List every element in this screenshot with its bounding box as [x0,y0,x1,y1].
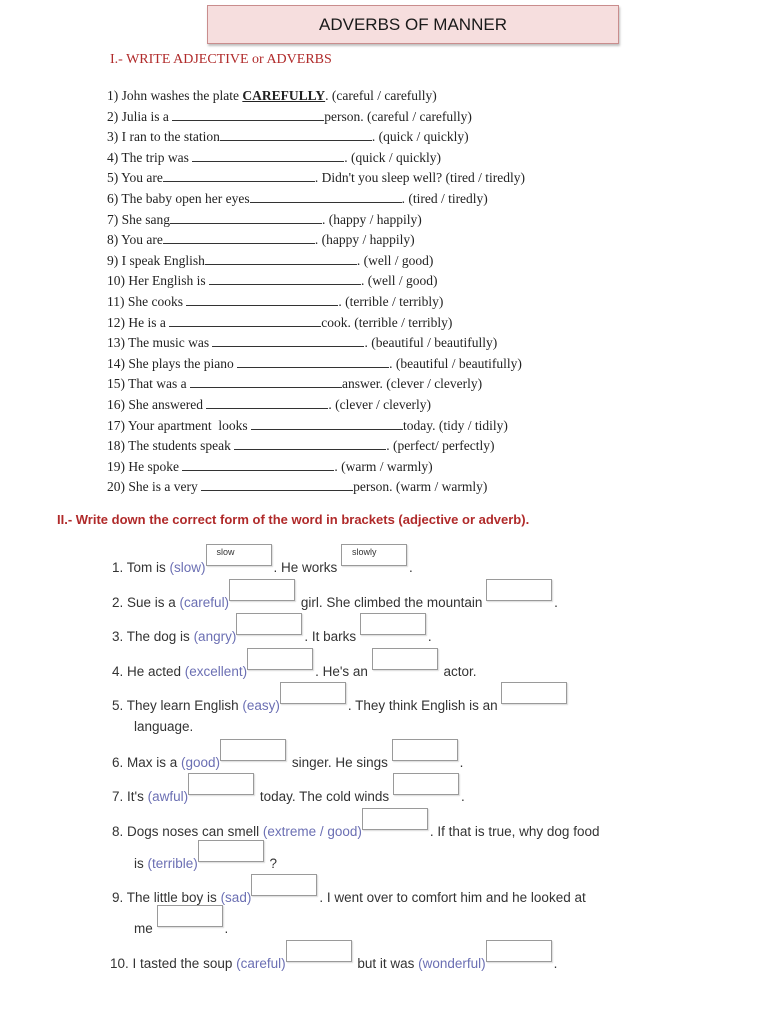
example-answer: CAREFULLY [242,88,326,103]
answer-box[interactable] [372,648,438,670]
exercise2-item [112,822,599,839]
worksheet-title-text: ADVERBS OF MANNER [319,14,507,34]
sentence-text: 3. The dog is [112,629,194,644]
answer-box[interactable] [392,739,458,761]
sentence-text: 6. Max is a [112,755,182,770]
exercise1-line [107,457,525,478]
exercise1-line [107,230,525,251]
answer-blank[interactable] [182,458,334,471]
answer-box[interactable] [362,808,428,830]
line-text: 6) The baby open her eyes [107,190,250,206]
line-hint: today. (tidy / tidily) [403,417,508,433]
section1-exercise-list [107,86,525,498]
answer-blank[interactable] [237,355,389,368]
exercise1-line [107,251,525,272]
worksheet-title [207,5,619,44]
line-text: 15) That was a [107,376,190,392]
answer-box[interactable] [188,773,254,795]
word-hint: (sad) [220,890,252,905]
answer-blank[interactable] [234,437,386,450]
sentence-text: . [554,595,558,610]
answer-blank[interactable] [212,334,364,347]
exercise1-line [107,189,525,210]
line-hint: . (terrible / terribly) [338,293,444,309]
line-text: 5) You are [107,170,163,186]
exercise1-line [107,86,525,107]
exercise1-line [107,292,525,313]
word-hint: (awful) [147,789,189,804]
line-text: 9) I speak English [107,252,205,268]
answer-box[interactable] [486,579,552,601]
answer-box[interactable] [360,613,426,635]
sentence-text: ? [265,856,278,871]
line-text: 8) You are [107,232,163,248]
answer-box[interactable] [393,773,459,795]
line-hint: . (careful / carefully) [325,88,437,103]
sentence-text: 7. It's [112,789,148,804]
line-hint: . (happy / happily) [314,232,415,248]
sentence-text: 1. Tom is [112,560,170,575]
line-hint: . (well / good) [356,252,434,268]
sentence-text: . I went over to comfort him and he looked at [319,890,586,905]
answer-box[interactable] [286,940,352,962]
line-text: 17) Your apartment looks [107,417,251,433]
sentence-text: 5. They learn English [112,698,243,713]
exercise1-line [107,416,525,437]
exercise2-item [112,696,569,713]
answer-box[interactable] [501,682,567,704]
line-text: 10) Her English is [107,273,209,289]
answer-blank[interactable] [220,128,372,141]
word-hint: (easy) [242,698,280,713]
word-hint: (careful) [236,956,286,971]
exercise2-item [112,627,432,644]
line-text: 1) John washes the plate [107,88,243,103]
sentence-text: . If that is true, why dog food [429,824,600,839]
answer-blank[interactable] [163,169,315,182]
sentence-text: . [459,755,464,770]
sentence-text: 10. I tasted the soup [110,956,237,971]
sentence-text: is [134,856,148,871]
answer-box[interactable] [251,874,317,896]
line-text: 4) The trip was [107,149,193,165]
line-hint: . (well / good) [361,273,438,289]
answer-blank[interactable] [251,417,403,430]
line-hint: person. (careful / carefully) [324,108,472,124]
answer-blank[interactable] [250,190,402,203]
exercise1-line [107,271,525,292]
answer-blank[interactable] [163,231,315,244]
exercise1-line [107,395,525,416]
line-hint: answer. (clever / cleverly) [341,376,483,392]
exercise2-item [112,547,413,575]
sentence-text: . [427,629,432,644]
line-text: 7) She sang [107,211,170,227]
line-hint: . (beautiful / beautifully) [389,355,522,371]
exercise2-item [112,753,463,770]
line-text: 2) Julia is a [107,108,173,124]
line-hint: . Didn't you sleep well? (tired / tiredly) [314,170,526,186]
example-answer: slow [216,547,235,557]
answer-blank[interactable] [192,149,344,162]
answer-blank[interactable] [206,396,328,409]
section2-heading: II.- Write down the correct form of the word in brackets (adjective or adverb). [57,512,530,527]
word-hint: (excellent) [184,664,248,679]
answer-box[interactable] [280,682,346,704]
sentence-text: . [224,921,229,936]
sentence-text: . [553,956,558,971]
answer-blank[interactable] [209,272,361,285]
line-hint: . (quick / quickly) [371,129,469,145]
line-text: 20) She is a very [107,479,202,495]
answer-box[interactable] [198,840,264,862]
answer-box[interactable] [206,544,272,566]
word-hint: (angry) [193,629,237,644]
line-hint: cook. (terrible / terribly) [321,314,453,330]
answer-box[interactable] [486,940,552,962]
line-text: 3) I ran to the station [107,129,220,145]
exercise1-line [107,354,525,375]
line-hint: . (happy / happily) [322,211,422,227]
line-text: 16) She answered [107,396,207,412]
sentence-text: today. The cold winds [256,789,393,804]
line-hint: person. (warm / warmly) [353,479,488,495]
sentence-text: actor. [439,664,477,679]
exercise1-line [107,477,525,498]
answer-blank[interactable] [201,478,353,491]
sentence-text: 9. The little boy is [112,890,221,905]
line-text: 19) He spoke [107,458,183,474]
word-hint: (good) [181,755,221,770]
sentence-text: singer. He sings [288,755,392,770]
exercise2-item [112,662,476,679]
exercise1-line [107,127,525,148]
exercise1-line [107,210,525,231]
line-hint: . (tired / tiredly) [401,190,488,206]
word-hint: (wonderful) [418,956,486,971]
exercise2-item [112,888,586,905]
sentence-text: . [460,789,465,804]
answer-blank[interactable] [172,108,324,121]
sentence-text: . It barks [304,629,360,644]
answer-box[interactable] [341,544,407,566]
answer-blank[interactable] [169,314,321,327]
exercise1-line [107,436,525,457]
answer-blank[interactable] [205,252,357,265]
line-text: 11) She cooks [107,293,187,309]
exercise2-item [110,954,557,971]
answer-box[interactable] [229,579,295,601]
exercise1-line [107,313,525,334]
exercise2-item [112,787,465,804]
exercise2-item [112,593,558,610]
sentence-text: 4. He acted [112,664,185,679]
exercise1-line [107,333,525,354]
answer-blank[interactable] [190,375,342,388]
sentence-continuation: language. [134,719,194,734]
line-hint: . (warm / warmly) [334,458,433,474]
exercise1-line [107,148,525,169]
sentence-continuation [134,919,228,936]
answer-box[interactable] [157,905,223,927]
line-text: 14) She plays the piano [107,355,238,371]
answer-blank[interactable] [186,293,338,306]
answer-box[interactable] [247,648,313,670]
line-hint: . (beautiful / beautifully) [364,335,498,351]
line-text: 12) He is a [107,314,170,330]
line-hint: . (quick / quickly) [344,149,441,165]
word-hint: (careful) [179,595,230,610]
example-answer: slowly [352,547,377,557]
sentence-text: 2. Sue is a [112,595,180,610]
word-hint: (extreme / good) [262,824,362,839]
answer-box[interactable] [236,613,302,635]
sentence-continuation [134,854,277,871]
sentence-text: me [134,921,157,936]
sentence-text: but it was [353,956,419,971]
sentence-text: . He's an [315,664,372,679]
sentence-text: . They think English is an [347,698,502,713]
sentence-text: girl. She climbed the mountain [297,595,487,610]
word-hint: (slow) [169,560,206,575]
line-text: 18) The students speak [107,438,235,454]
answer-box[interactable] [220,739,286,761]
sentence-text: 8. Dogs noses can smell [112,824,263,839]
sentence-text: . [409,560,413,575]
exercise1-line [107,168,525,189]
answer-blank[interactable] [170,211,322,224]
exercise1-line [107,374,525,395]
exercise1-line [107,107,525,128]
line-hint: . (perfect/ perfectly) [386,438,495,454]
section1-heading: I.- WRITE ADJECTIVE or ADVERBS [110,52,332,67]
sentence-text: . He works [273,560,342,575]
line-hint: . (clever / cleverly) [328,396,432,412]
line-text: 13) The music was [107,335,213,351]
word-hint: (terrible) [147,856,198,871]
